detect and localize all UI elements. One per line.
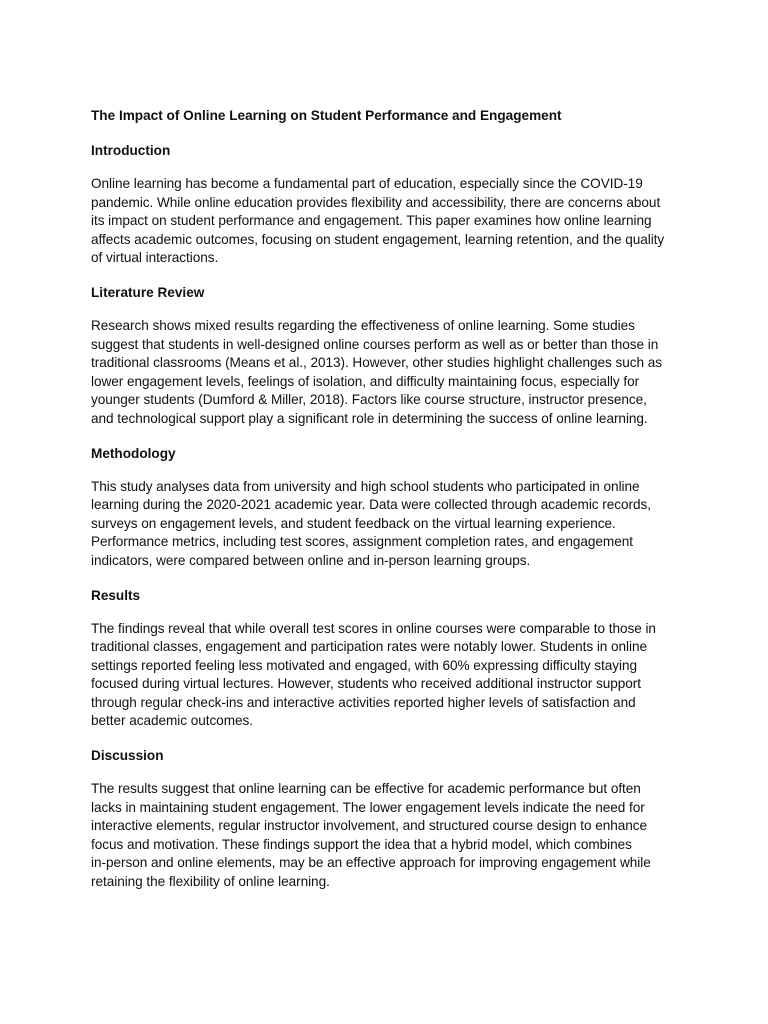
section-heading: Methodology — [91, 445, 176, 461]
document-body — [91, 106, 691, 907]
paragraph-line: surveys on engagement levels, and student feedback on the virtual learning experience. — [91, 515, 616, 531]
paragraph-line: lacks in maintaining student engagement. The lower engagement levels indicate the need for — [91, 799, 645, 815]
paragraph-line: This study analyses data from university and high school students who participated in online — [91, 478, 640, 494]
section-paragraph — [91, 620, 691, 732]
paragraph-line: focus and motivation. These findings support the idea that a hybrid model, which combines — [91, 836, 632, 852]
paragraph-line: retaining the flexibility of online learning. — [91, 874, 330, 890]
paragraph-line: interactive elements, regular instructor involvement, and structured course design to enhance — [91, 818, 648, 834]
paragraph-line: pandemic. While online education provides flexibility and accessibility, there are concerns about — [91, 194, 661, 210]
section-heading: Introduction — [91, 143, 171, 158]
paragraph-line: learning during the 2020-2021 academic year. Data were collected through academic records, — [91, 497, 651, 513]
paragraph-line: indicators, were compared between online and in-person learning groups. — [91, 552, 531, 568]
section-heading: Results — [91, 587, 141, 603]
paragraph-line: in-person and online elements, may be an effective approach for improving engagement while — [91, 855, 651, 871]
paragraph-line: traditional classes, engagement and participation rates were notably lower. Students in online — [91, 639, 648, 655]
paragraph-line: The findings reveal that while overall test scores in online courses were comparable to those in — [91, 620, 656, 636]
paragraph-line: suggest that students in well-designed online courses perform as well as or better than those in — [91, 336, 659, 352]
section-paragraph — [91, 780, 691, 892]
paragraph-line: The results suggest that online learning can be effective for academic performance but often — [91, 781, 641, 797]
section-discussion — [91, 746, 691, 892]
paragraph-line: settings reported feeling less motivated and engaged, with 60% expressing difficulty staying — [91, 657, 638, 673]
section-introduction — [91, 141, 691, 268]
section-paragraph — [91, 478, 691, 571]
paragraph-line: of virtual interactions. — [91, 250, 219, 266]
paragraph-line: focused during virtual lectures. However, students who received additional instructor support — [91, 676, 641, 692]
section-paragraph — [91, 317, 691, 429]
section-literature-review — [91, 283, 691, 429]
section-heading: Literature Review — [91, 284, 205, 300]
section-results — [91, 586, 691, 732]
section-methodology — [91, 444, 691, 571]
paragraph-line: and technological support play a significant role in determining the success of online learning. — [91, 410, 648, 426]
section-heading: Discussion — [91, 748, 164, 764]
paragraph-line: younger students (Dumford & Miller, 2018). Factors like course structure, instructor presence, — [91, 392, 647, 408]
paragraph-line: better academic outcomes. — [91, 713, 253, 729]
paragraph-line: affects academic outcomes, focusing on student engagement, learning retention, and the quality — [91, 231, 665, 247]
paragraph-line: Online learning has become a fundamental part of education, especially since the COVID-19 — [91, 176, 643, 191]
paragraph-line: Performance metrics, including test scores, assignment completion rates, and engagement — [91, 534, 633, 550]
paragraph-line: through regular check-ins and interactive activities reported higher levels of satisfaction and — [91, 694, 636, 710]
paragraph-line: Research shows mixed results regarding the effectiveness of online learning. Some studies — [91, 317, 635, 333]
document-title: The Impact of Online Learning on Student Performance and Engagement — [91, 108, 562, 123]
paragraph-line: its impact on student performance and engagement. This paper examines how online learning — [91, 213, 652, 229]
paragraph-line: lower engagement levels, feelings of isolation, and difficulty maintaining focus, especially for — [91, 373, 640, 389]
paragraph-line: traditional classrooms (Means et al., 2013). However, other studies highlight challenges such as — [91, 355, 662, 371]
section-paragraph — [91, 175, 691, 268]
